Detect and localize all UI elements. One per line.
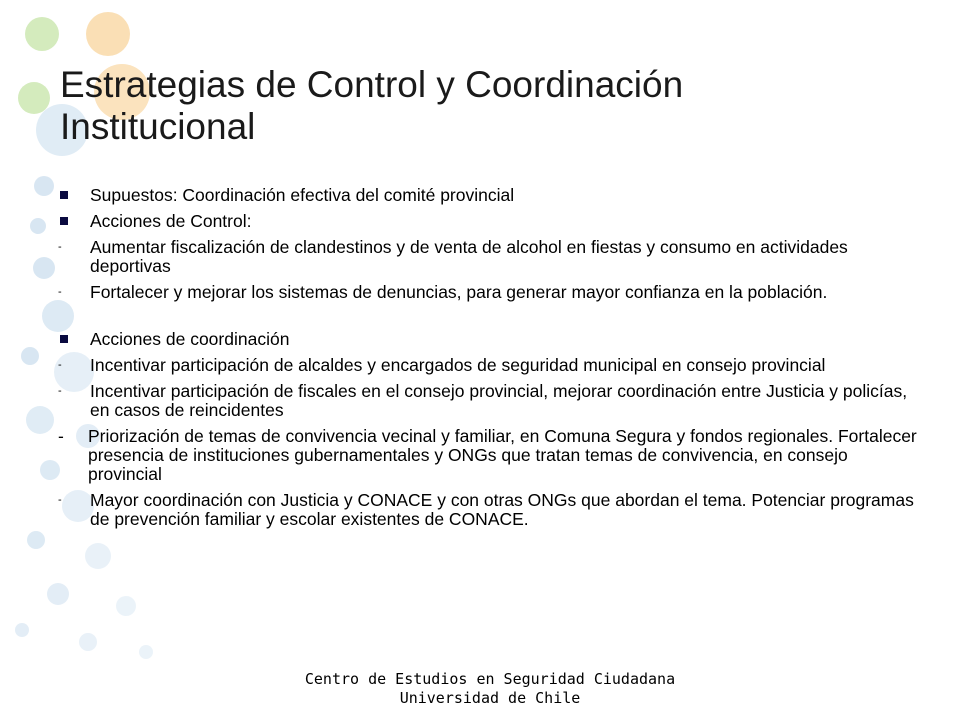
list-item: - Fortalecer y mejorar los sistemas de denuncias, para generar mayor confianza en la población. bbox=[58, 282, 828, 302]
list-item: - Mayor coordinación con Justicia y CONACE y con otras ONGs que abordan el tema. Potenciar programas de prevención familiar y escolar existentes de CONACE. bbox=[58, 490, 914, 529]
slide-title: Estrategias de Control y Coordinación Institucional bbox=[60, 64, 684, 147]
deco-circle bbox=[33, 257, 55, 279]
square-bullet-icon bbox=[60, 217, 68, 225]
deco-circle bbox=[86, 12, 130, 56]
deco-circle bbox=[79, 633, 97, 651]
list-item: - Incentivar participación de alcaldes y encargados de seguridad municipal en consejo provincial bbox=[58, 355, 826, 375]
footer-line: Universidad de Chile bbox=[399, 689, 581, 707]
square-bullet-icon bbox=[60, 191, 68, 199]
dash-bullet-icon: - bbox=[58, 426, 64, 446]
list-item: Acciones de Control: bbox=[58, 212, 918, 231]
footer-line: Centro de Estudios en Seguridad Ciudadana bbox=[304, 670, 676, 688]
deco-circle bbox=[139, 645, 153, 659]
dash-bullet-icon: - bbox=[58, 385, 62, 397]
slide-footer bbox=[280, 670, 700, 708]
deco-circle bbox=[25, 17, 59, 51]
deco-circle bbox=[34, 176, 54, 196]
bullet-list bbox=[58, 186, 918, 536]
deco-circle bbox=[47, 583, 69, 605]
dash-bullet-icon: - bbox=[58, 241, 62, 253]
list-item: Acciones de coordinación bbox=[58, 330, 918, 349]
square-bullet-icon bbox=[60, 335, 68, 343]
list-item: Supuestos: Coordinación efectiva del comité provincial bbox=[58, 186, 918, 205]
deco-circle bbox=[40, 460, 60, 480]
deco-circle bbox=[15, 623, 29, 637]
deco-circle bbox=[21, 347, 39, 365]
deco-circle bbox=[30, 218, 46, 234]
deco-circle bbox=[26, 406, 54, 434]
dash-bullet-icon: - bbox=[58, 359, 62, 371]
dash-bullet-icon: - bbox=[58, 286, 62, 298]
list-item: - Incentivar participación de fiscales en el consejo provincial, mejorar coordinación entre Justicia y policías, en casos de reincidentes bbox=[58, 381, 908, 420]
list-item: - Priorización de temas de convivencia vecinal y familiar, en Comuna Segura y fondos regionales. Fortalecer presencia de instituciones gubernamentales y ONGs que tratan temas de convivencia, en consejo provincial bbox=[58, 426, 917, 484]
deco-circle bbox=[116, 596, 136, 616]
deco-circle bbox=[18, 82, 50, 114]
deco-circle bbox=[85, 543, 111, 569]
dash-bullet-icon: - bbox=[58, 494, 62, 506]
deco-circle bbox=[27, 531, 45, 549]
list-item: - Aumentar fiscalización de clandestinos y de venta de alcohol en fiestas y consumo en actividades deportivas bbox=[58, 237, 848, 276]
